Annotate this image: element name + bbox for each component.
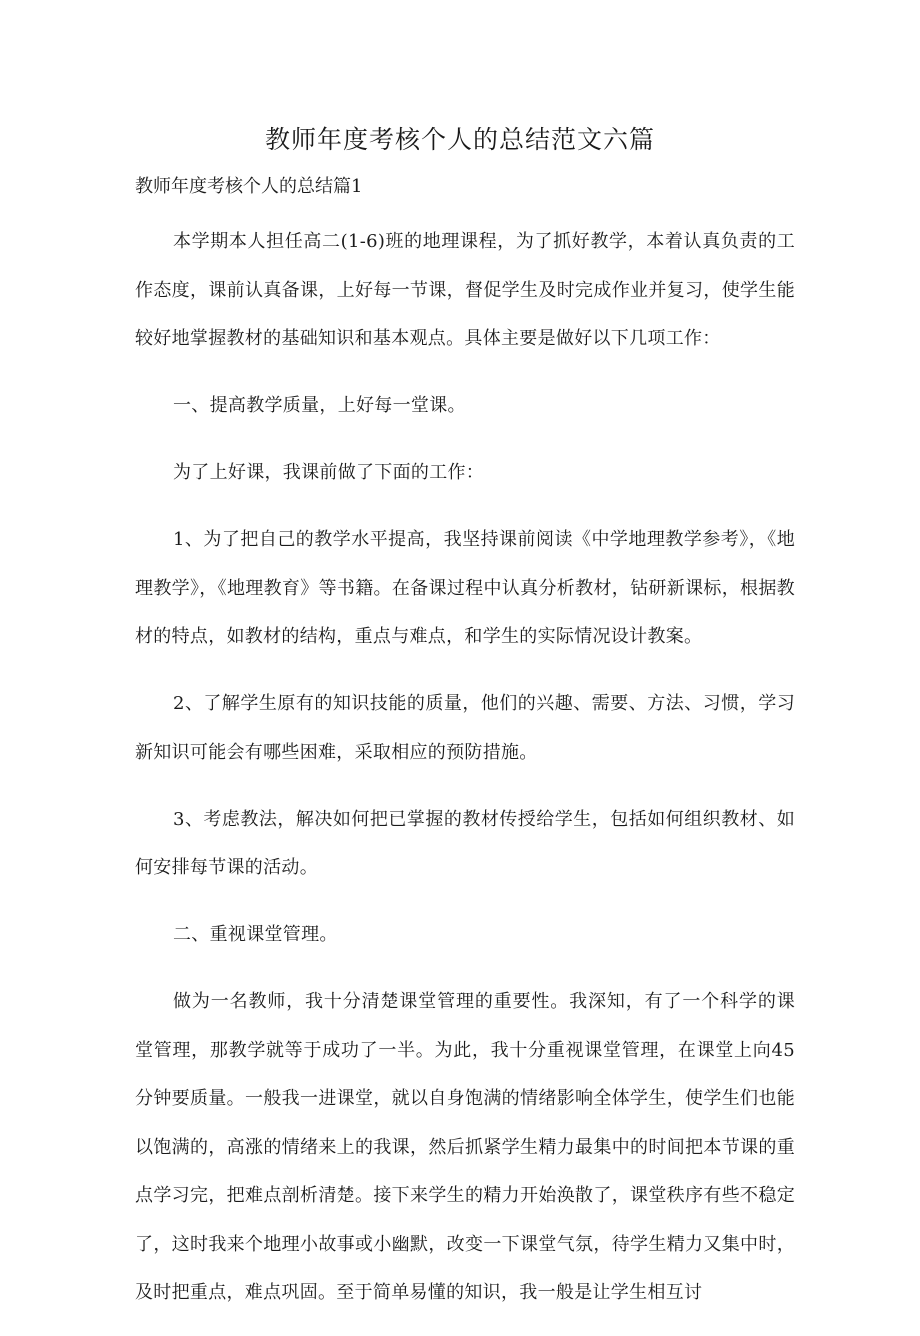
paragraph-intro: 本学期本人担任高二(1-6)班的地理课程，为了抓好教学，本着认真负责的工作态度，课前认真备课，上好每一节课，督促学生及时完成作业并复习，使学生能较好地掌握教材的基础知识和基本观点。具体主要是做好以下几项工作： [135,231,795,349]
paragraph-item-2: 2、了解学生原有的知识技能的质量，他们的兴趣、需要、方法、习惯，学习新知识可能会有哪些困难，采取相应的预防措施。 [135,693,795,763]
paragraph-heading-two: 二、重视课堂管理。 [173,924,338,945]
body-text [135,218,795,1336]
paragraph-item-1: 1、为了把自己的教学水平提高，我坚持课前阅读《中学地理教学参考》，《地理教学》，《地理教育》等书籍。在备课过程中认真分析教材，钻研新课标，根据教材的特点，如教材的结构，重点与难点，和学生的实际情况设计教案。 [135,529,795,647]
document-title: 教师年度考核个人的总结范文六篇 [264,125,655,154]
paragraph-classroom: 做为一名教师，我十分清楚课堂管理的重要性。我深知，有了一个科学的课堂管理，那教学就等于成功了一半。为此，我十分重视课堂管理，在课堂上向45分钟要质量。一般我一进课堂，就以自身饱满的情绪影响全体学生，使学生们也能以饱满的，高涨的情绪来上的我课，然后抓紧学生精力最集中的时间把本节课的重点学习完，把难点剖析清楚。接下来学生的精力开始涣散了，课堂秩序有些不稳定了，这时我来个地理小故事或小幽默，改变一下课堂气氛，待学生精力又集中时，及时把重点，难点巩固。至于简单易懂的知识，我一般是让学生相互讨 [135,991,795,1303]
section-heading: 教师年度考核个人的总结篇1 [135,176,363,197]
paragraph-heading-one: 一、提高教学质量，上好每一堂课。 [173,395,466,416]
paragraph-item-3: 3、考虑教法，解决如何把已掌握的教材传授给学生，包括如何组织教材、如何安排每节课的活动。 [135,808,795,878]
paragraph-preparation: 为了上好课，我课前做了下面的工作： [173,462,485,483]
